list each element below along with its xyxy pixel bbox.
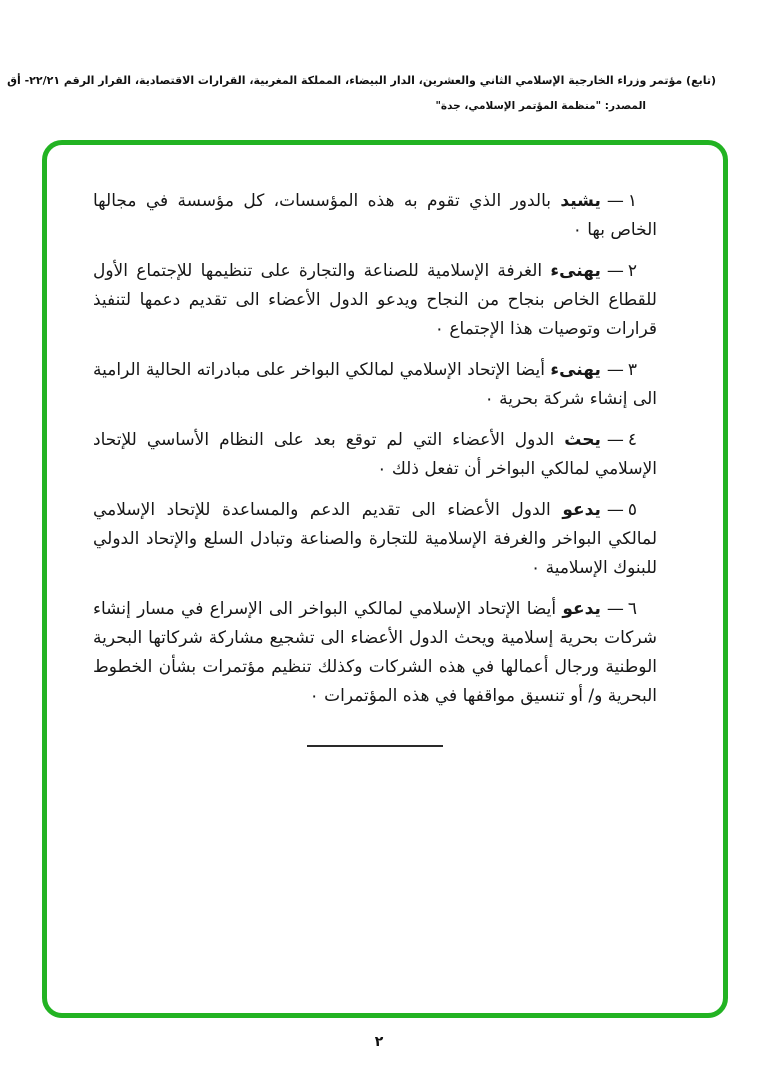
list-item	[93, 356, 657, 414]
item-lead-word: يشيد	[560, 191, 601, 211]
item-dash: —	[606, 500, 624, 520]
page-number: ٢	[374, 1034, 384, 1050]
item-dash: —	[606, 261, 624, 281]
document-header-title: (تابع) مؤتمر وزراء الخارجية الإسلامي الثاني والعشرين، الدار البيضاء، المملكة المغربية، القرارات الاقتصادية، القرار الرقم ٢٢/٢١- أق	[7, 74, 716, 87]
item-dash: —	[606, 191, 624, 211]
item-number: ٥	[627, 500, 637, 520]
item-lead-word: يدعو	[562, 500, 601, 520]
item-text: الدول الأعضاء الى تقديم الدعم والمساعدة للإتحاد الإسلامي لمالكي البواخر والغرفة الإسلامية للتجارة والصناعة وتبادل السلع والإتحاد الدولي للبنوك الإسلامية ٠	[93, 500, 657, 578]
item-text: بالدور الذي تقوم به هذه المؤسسات، كل مؤسسة في مجالها الخاص بها ٠	[93, 191, 657, 240]
resolution-body	[93, 187, 657, 747]
item-lead-word: يهنىء	[550, 261, 601, 281]
document-source-line: المصدر: "منظمة المؤتمر الإسلامي، جدة"	[435, 100, 646, 112]
item-number: ٤	[627, 430, 637, 450]
item-text: الغرفة الإسلامية للصناعة والتجارة على تنظيمها للإجتماع الأول للقطاع الخاص بنجاح من النجاح ويدعو الدول الأعضاء الى تقديم دعمها لتنفيذ قرارات وتوصيات هذا الإجتماع ٠	[93, 261, 657, 339]
item-dash: —	[606, 599, 624, 619]
item-number: ٣	[627, 360, 637, 380]
item-dash: —	[606, 360, 624, 380]
item-text: الدول الأعضاء التي لم توقع بعد على النظام الأساسي للإتحاد الإسلامي لمالكي البواخر أن تفعل ذلك ٠	[93, 430, 657, 479]
item-text: أيضا الإتحاد الإسلامي لمالكي البواخر الى الإسراع في مسار إنشاء شركات بحرية إسلامية ويحث الدول الأعضاء الى تشجيع مشاركة شركاتها البحرية الوطنية ورجال أعمالها في هذه الشركات وكذلك تنظيم مؤتمرات بشأن الخطوط البحرية و/ أو تنسيق مواقفها في هذه المؤتمرات ٠	[93, 599, 657, 706]
item-number: ٦	[627, 599, 637, 619]
section-divider	[307, 745, 443, 747]
list-item	[93, 257, 657, 344]
item-lead-word: يحث	[564, 430, 601, 450]
item-lead-word: يهنىء	[550, 360, 601, 380]
item-number: ٢	[627, 261, 637, 281]
list-item	[93, 595, 657, 711]
item-number: ١	[627, 191, 638, 211]
item-dash: —	[606, 430, 624, 450]
item-text: أيضا الإتحاد الإسلامي لمالكي البواخر على مبادراته الحالية الرامية الى إنشاء شركة بحرية ٠	[93, 360, 657, 409]
list-item	[93, 426, 657, 484]
list-item	[93, 496, 657, 583]
list-item	[93, 187, 657, 245]
item-lead-word: يدعو	[562, 599, 601, 619]
content-border-frame	[42, 140, 728, 1018]
